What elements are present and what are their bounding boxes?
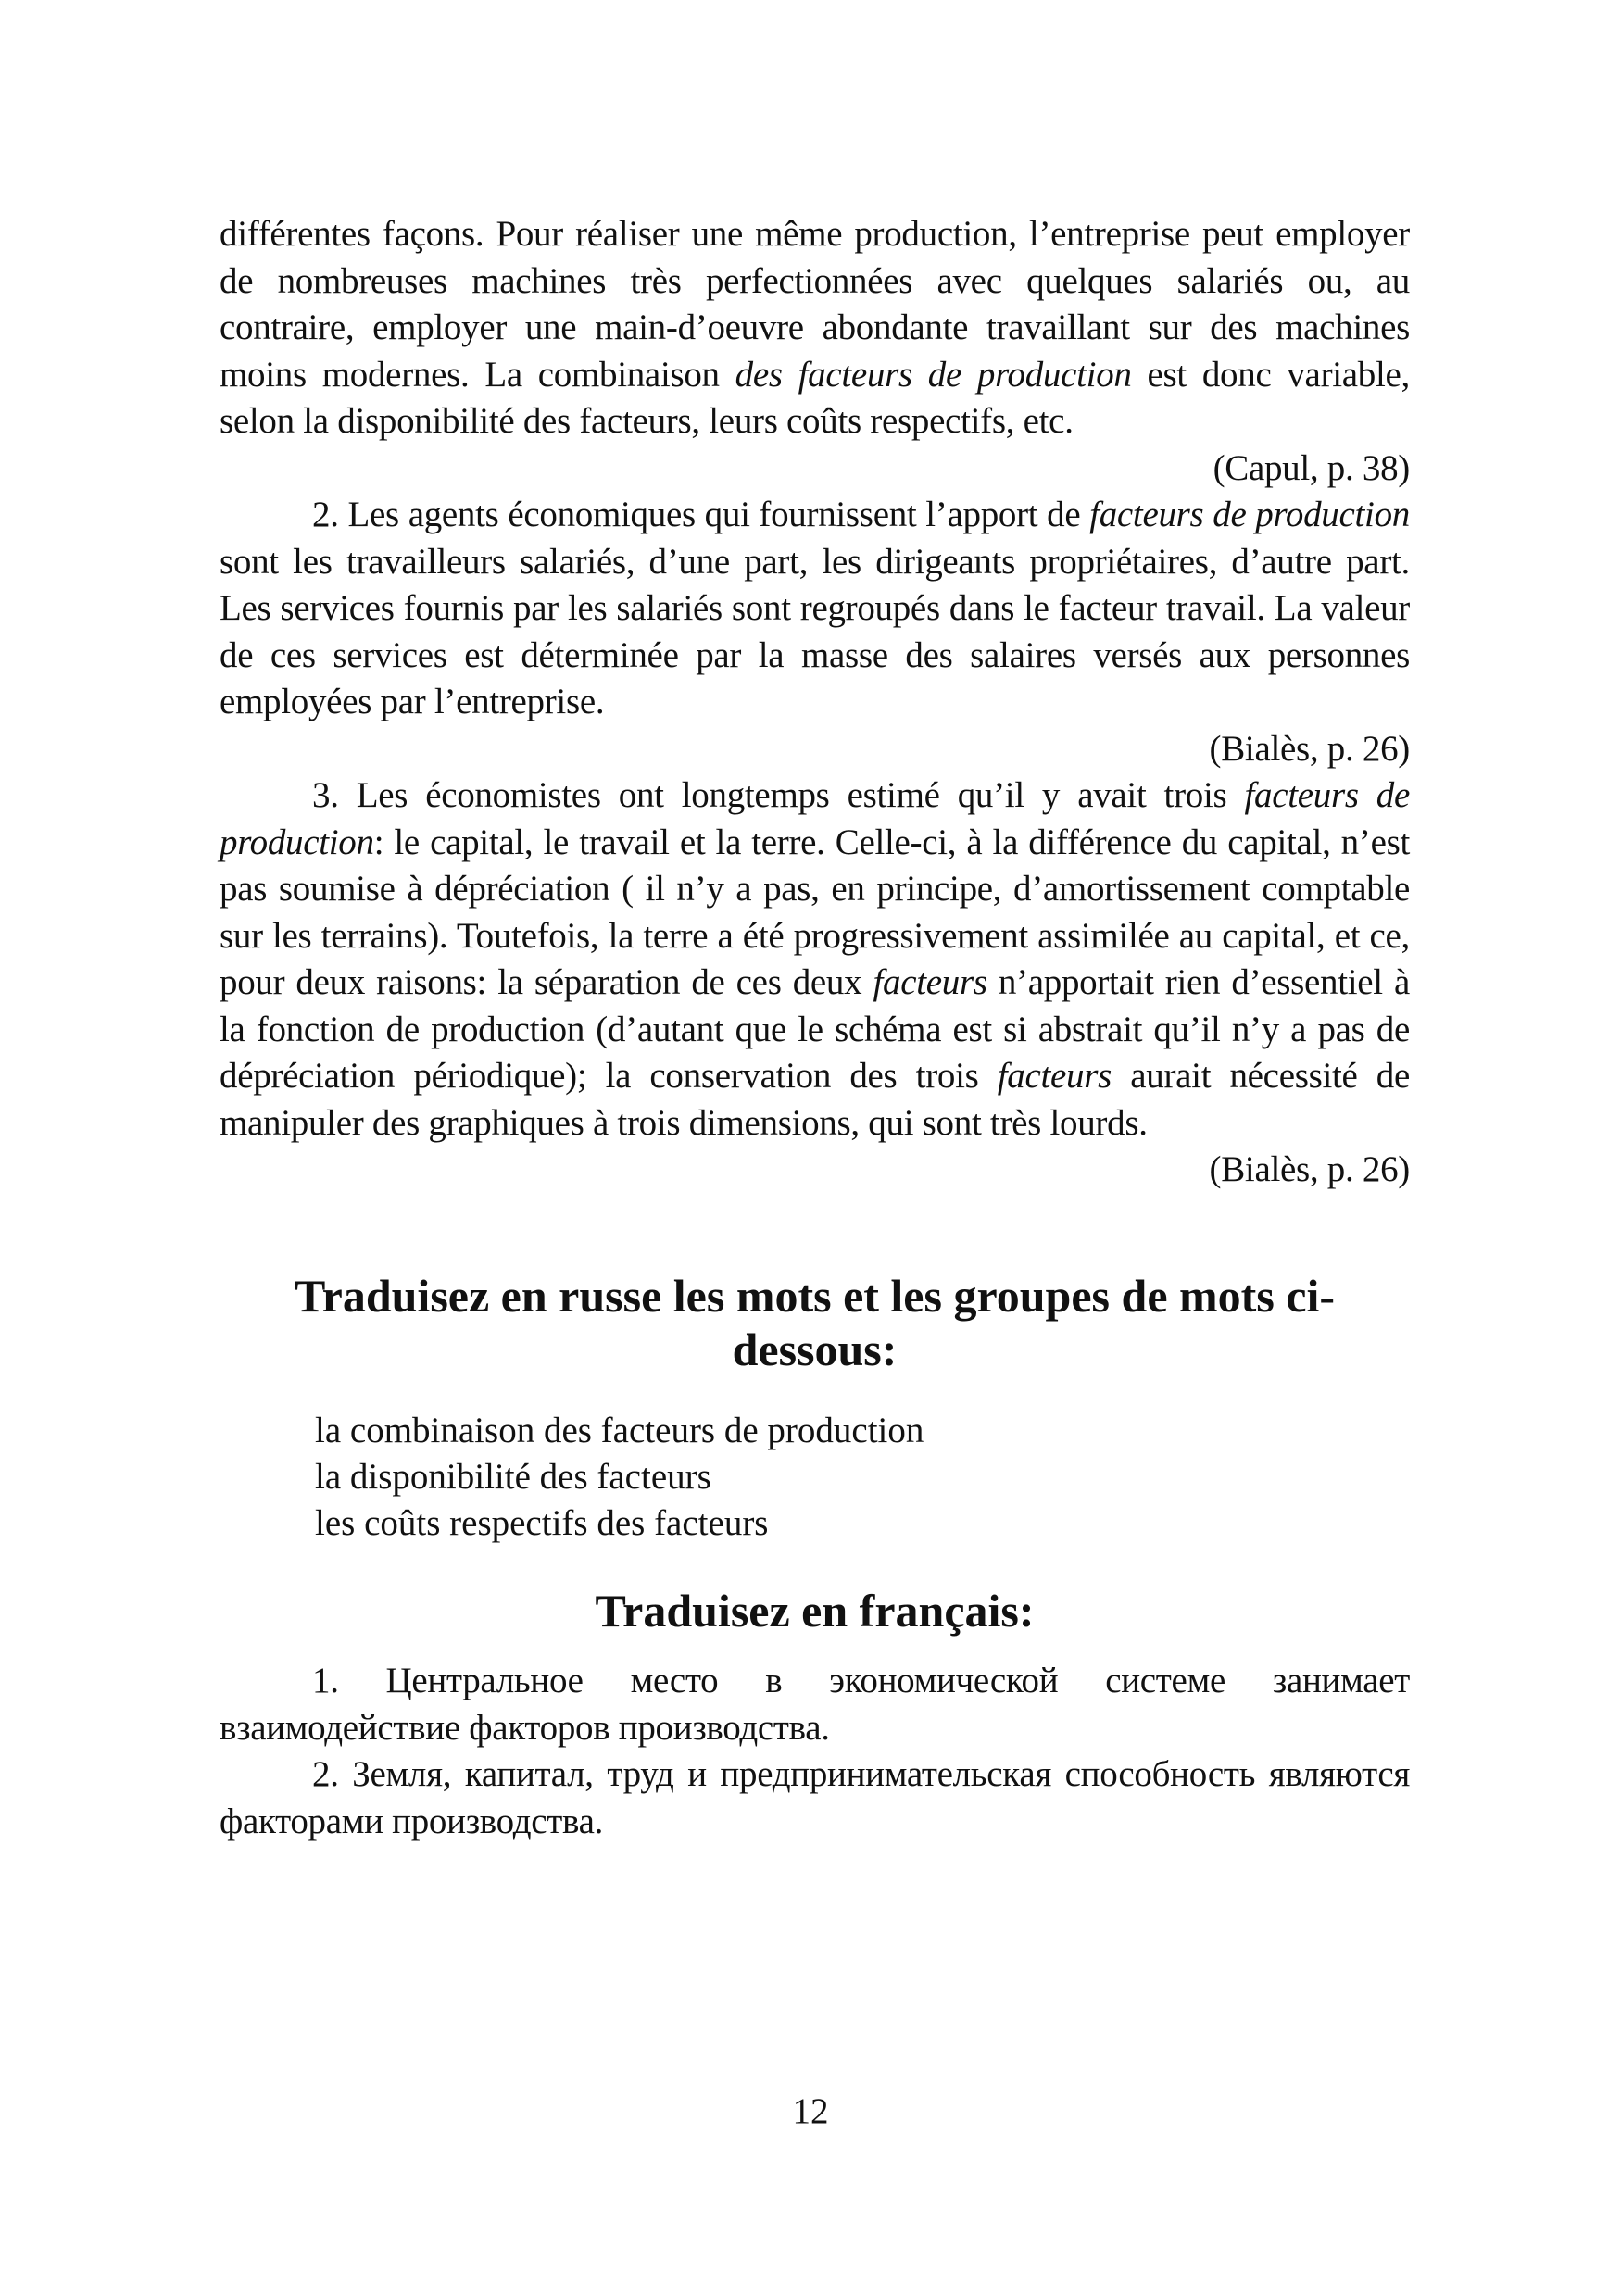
paragraph-1: différentes façons. Pour réaliser une même production, l’entreprise peut employer de nombreuses machines très perfectionnées avec quelques salariés ou, au contraire, employer une main-d’oeuvre abondante travaillant sur des machines moins modernes. La combinaison des facteurs de production est donc variable, selon la disponibilité des facteurs, leurs coûts respectifs, etc.	[220, 214, 1410, 441]
exercise-heading-russe: Traduisez en russe les mots et les groupes de mots ci-dessous:	[294, 1270, 1336, 1375]
term-facteurs: facteurs	[997, 1056, 1112, 1096]
term-facteurs: des facteurs de production	[735, 354, 1132, 395]
term-facteurs: facteurs de production	[1089, 495, 1410, 534]
translation-sentences	[220, 1658, 1410, 1845]
list-item: les coûts respectifs des facteurs	[315, 1503, 769, 1543]
term-facteurs: facteurs de production	[220, 775, 1410, 862]
exercise-heading-francais: Traduisez en français:	[595, 1585, 1035, 1637]
paragraph-3: 3. Les économistes ont longtemps estimé qu’il y avait trois facteurs de production: le capital, le travail et la terre. Celle-ci, à la différence du capital, n’est pas soumise à dépréciation ( il n’y a pas, en principe, d’amortissement comptable sur les terrains). Toutefois, la terre a été progressivement assimilée au capital, et ce, pour deux raisons: la séparation de ces deux facteurs n’apportait rien d’essentiel à la fonction de production (d’autant que le schéma est si abstrait qu’il n’y a pas de dépréciation périodique); la conservation des trois facteurs aurait nécessité de manipuler des graphiques à trois dimensions, qui sont très lourds.	[220, 775, 1410, 1143]
citation: (Bialès, p. 26)	[1209, 728, 1410, 769]
page-number: 12	[792, 2091, 829, 2131]
sentence-1: 1. Центральное место в экономической системе занимает взаимодействие факторов производства.	[220, 1661, 1410, 1748]
vocabulary-list	[315, 1408, 1334, 1547]
citation: (Bialès, p. 26)	[1209, 1149, 1410, 1189]
passage	[220, 211, 1410, 1194]
list-item: la combinaison des facteurs de production	[315, 1411, 924, 1450]
list-item: la disponibilité des facteurs	[315, 1457, 711, 1497]
term-facteurs: facteurs	[873, 962, 987, 1002]
paragraph-2: 2. Les agents économiques qui fournissent l’apport de facteurs de production sont les travailleurs salariés, d’une part, les dirigeants propriétaires, d’autre part. Les services fournis par les salariés sont regroupés dans le facteur travail. La valeur de ces services est déterminée par la masse des salaires versés aux personnes employées par l’entreprise.	[220, 495, 1410, 721]
citation: (Capul, p. 38)	[1213, 447, 1410, 488]
sentence-2: 2. Земля, капитал, труд и предпринимательская способность являются факторами производства.	[220, 1754, 1410, 1841]
